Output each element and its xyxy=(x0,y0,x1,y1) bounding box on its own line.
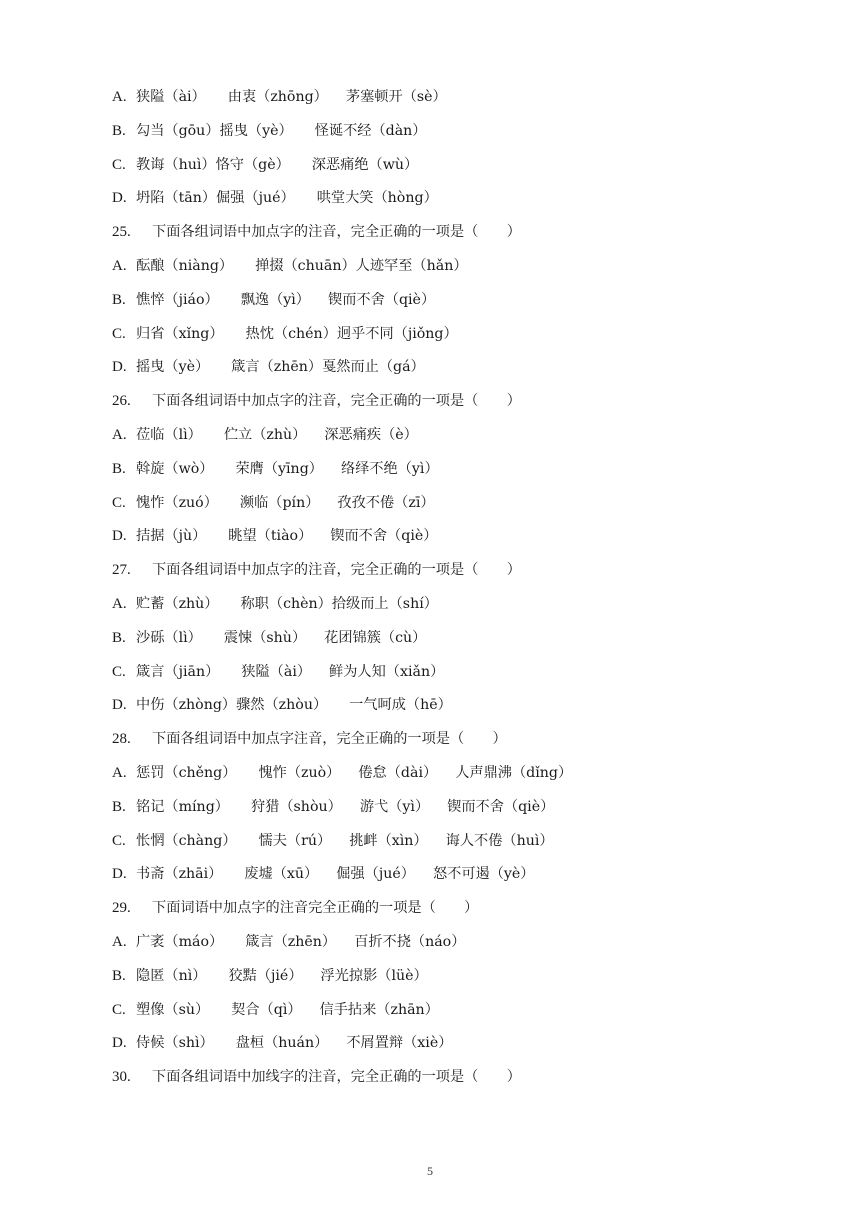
option-term: 锲而不舍（qiè） xyxy=(330,528,438,545)
option-term: 箴言（zhēn） xyxy=(245,933,337,950)
answer-option xyxy=(112,523,792,557)
option-term: 热忱（chén）迥乎不同（jiǒng） xyxy=(245,325,458,342)
option-term: 贮蓄（zhù） xyxy=(136,595,219,612)
option-label: A. xyxy=(112,933,127,950)
option-term: 广袤（máo） xyxy=(136,933,224,950)
option-term: 伫立（zhù） xyxy=(223,426,307,443)
answer-option xyxy=(112,321,792,355)
question-number: 27. xyxy=(112,562,131,579)
option-term: 络绎不绝（yì） xyxy=(340,460,439,477)
option-term: 濒临（pín） xyxy=(239,494,320,511)
option-label: C. xyxy=(112,325,126,342)
option-label: A. xyxy=(112,426,127,443)
option-label: C. xyxy=(112,494,126,511)
option-term: 盘桓（huán） xyxy=(235,1035,329,1052)
option-label: B. xyxy=(112,122,126,139)
question-stem xyxy=(112,557,792,591)
option-term: 飘逸（yì） xyxy=(240,291,310,308)
option-term: 锲而不舍（qiè） xyxy=(328,291,436,308)
option-term: 中伤（zhòng）骤然（zhòu） xyxy=(136,697,328,714)
answer-option xyxy=(112,185,792,219)
option-term: 百折不挠（náo） xyxy=(354,933,466,950)
option-term: 游弋（yì） xyxy=(359,798,430,815)
option-label: A. xyxy=(112,764,127,781)
answer-option xyxy=(112,456,792,490)
option-term: 人声鼎沸（dǐng） xyxy=(455,764,573,781)
question-number: 25. xyxy=(112,224,131,241)
option-term: 铭记（míng） xyxy=(136,798,229,815)
answer-option xyxy=(112,253,792,287)
option-term: 鲜为人知（xiǎn） xyxy=(329,663,445,680)
option-label: B. xyxy=(112,629,126,646)
option-label: C. xyxy=(112,832,126,849)
option-term: 倦怠（dài） xyxy=(358,764,438,781)
option-term: 浮光掠影（lüè） xyxy=(320,967,428,984)
option-term: 狩猎（shòu） xyxy=(250,798,342,815)
page-number: 5 xyxy=(427,1164,433,1178)
option-term: 花团锦簇（cù） xyxy=(324,629,427,646)
question-text: 下面各组词语中加点字的注音，完全正确的一项是（ ） xyxy=(152,562,521,579)
option-term: 归省（xǐng） xyxy=(136,325,224,342)
question-list xyxy=(112,84,792,1098)
question-text: 下面各组词语中加线字的注音，完全正确的一项是（ ） xyxy=(152,1069,521,1086)
option-label: B. xyxy=(112,967,126,984)
answer-option xyxy=(112,118,792,152)
option-term: 勾当（gōu）摇曳（yè） xyxy=(136,122,293,139)
question-stem xyxy=(112,388,792,422)
option-term: 莅临（lì） xyxy=(136,426,202,443)
option-term: 侍候（shì） xyxy=(136,1035,214,1052)
option-label: D. xyxy=(112,1035,127,1052)
option-label: D. xyxy=(112,528,127,545)
option-label: A. xyxy=(112,595,127,612)
option-term: 震悚（shù） xyxy=(223,629,307,646)
option-term: 契合（qì） xyxy=(231,1001,302,1018)
answer-option xyxy=(112,692,792,726)
option-label: C. xyxy=(112,156,126,173)
option-label: D. xyxy=(112,359,127,376)
option-label: A. xyxy=(112,257,127,274)
option-term: 愧怍（zuó） xyxy=(136,494,218,511)
option-label: A. xyxy=(112,89,127,105)
option-term: 教诲（huì）恪守（gè） xyxy=(136,156,290,173)
answer-option xyxy=(112,287,792,321)
option-term: 深恶痛疾（è） xyxy=(324,426,418,443)
option-label: B. xyxy=(112,291,126,308)
option-term: 怪诞不经（dàn） xyxy=(314,122,427,139)
option-label: D. xyxy=(112,866,127,883)
option-term: 隐匿（nì） xyxy=(136,967,207,984)
answer-option xyxy=(112,354,792,388)
answer-option xyxy=(112,997,792,1031)
option-term: 诲人不倦（huì） xyxy=(445,832,554,849)
question-number: 29. xyxy=(112,900,131,917)
answer-option xyxy=(112,929,792,963)
option-term: 惩罚（chěng） xyxy=(136,764,237,781)
answer-option xyxy=(112,422,792,456)
option-term: 深恶痛绝（wù） xyxy=(311,156,419,173)
option-term: 酝酿（niàng） xyxy=(136,257,234,274)
option-term: 倔强（jué） xyxy=(336,866,415,883)
option-term: 摇曳（yè） xyxy=(136,359,210,376)
option-label: D. xyxy=(112,697,127,714)
option-term: 塑像（sù） xyxy=(136,1001,210,1018)
option-term: 拮据（jù） xyxy=(136,528,207,545)
option-term: 憔悴（jiáo） xyxy=(136,291,219,308)
option-label: D. xyxy=(112,190,127,207)
answer-option xyxy=(112,861,792,895)
option-term: 箴言（jiān） xyxy=(136,663,220,680)
question-stem xyxy=(112,219,792,253)
option-term: 怅惘（chàng） xyxy=(136,832,237,849)
answer-option xyxy=(112,625,792,659)
question-stem xyxy=(112,1064,792,1098)
answer-option xyxy=(112,760,792,794)
option-term: 荣膺（yīng） xyxy=(235,460,323,477)
answer-option xyxy=(112,794,792,828)
option-term: 怒不可遏（yè） xyxy=(432,866,535,883)
option-term: 孜孜不倦（zī） xyxy=(337,494,435,511)
answer-option xyxy=(112,963,792,997)
answer-option xyxy=(112,828,792,862)
option-term: 茅塞顿开（sè） xyxy=(345,89,447,105)
option-label: C. xyxy=(112,1001,126,1018)
question-text: 下面各组词语中加点字的注音，完全正确的一项是（ ） xyxy=(152,224,521,241)
question-number: 26. xyxy=(112,393,131,410)
question-number: 28. xyxy=(112,731,131,748)
option-term: 哄堂大笑（hòng） xyxy=(316,190,438,207)
option-term: 狭隘（ài） xyxy=(136,89,206,105)
option-term: 沙砾（lì） xyxy=(136,629,202,646)
option-term: 一气呵成（hē） xyxy=(349,697,452,714)
answer-option xyxy=(112,1030,792,1064)
option-label: B. xyxy=(112,460,126,477)
option-term: 锲而不舍（qiè） xyxy=(447,798,555,815)
option-term: 不屑置辩（xiè） xyxy=(346,1035,453,1052)
question-text: 下面各组词语中加点字的注音，完全正确的一项是（ ） xyxy=(152,393,521,410)
answer-option xyxy=(112,591,792,625)
question-stem xyxy=(112,895,792,929)
option-term: 坍陷（tān）倔强（jué） xyxy=(136,190,295,207)
option-term: 掸掇（chuān）人迹罕至（hǎn） xyxy=(255,257,468,274)
answer-option xyxy=(112,490,792,524)
option-term: 由衷（zhōng） xyxy=(227,89,328,105)
option-label: C. xyxy=(112,663,126,680)
option-term: 狭隘（ài） xyxy=(241,663,312,680)
option-term: 称职（chèn）拾级而上（shí） xyxy=(240,595,438,612)
question-number: 30. xyxy=(112,1069,131,1086)
question-stem xyxy=(112,726,792,760)
option-term: 信手拈来（zhān） xyxy=(319,1001,439,1018)
option-term: 狡黠（jié） xyxy=(228,967,303,984)
option-term: 书斋（zhāi） xyxy=(136,866,223,883)
answer-option xyxy=(112,84,792,118)
option-term: 眺望（tiào） xyxy=(228,528,313,545)
option-term: 斡旋（wò） xyxy=(136,460,214,477)
question-text: 下面词语中加点字的注音完全正确的一项是（ ） xyxy=(152,900,479,917)
question-text: 下面各组词语中加点字注音，完全正确的一项是（ ） xyxy=(152,731,507,748)
option-term: 挑衅（xìn） xyxy=(349,832,428,849)
option-term: 箴言（zhēn）戛然而止（gá） xyxy=(231,359,425,376)
option-label: B. xyxy=(112,798,126,815)
option-term: 废墟（xū） xyxy=(244,866,319,883)
answer-option xyxy=(112,152,792,186)
option-term: 懦夫（rú） xyxy=(258,832,332,849)
answer-option xyxy=(112,659,792,693)
option-term: 愧怍（zuò） xyxy=(258,764,341,781)
